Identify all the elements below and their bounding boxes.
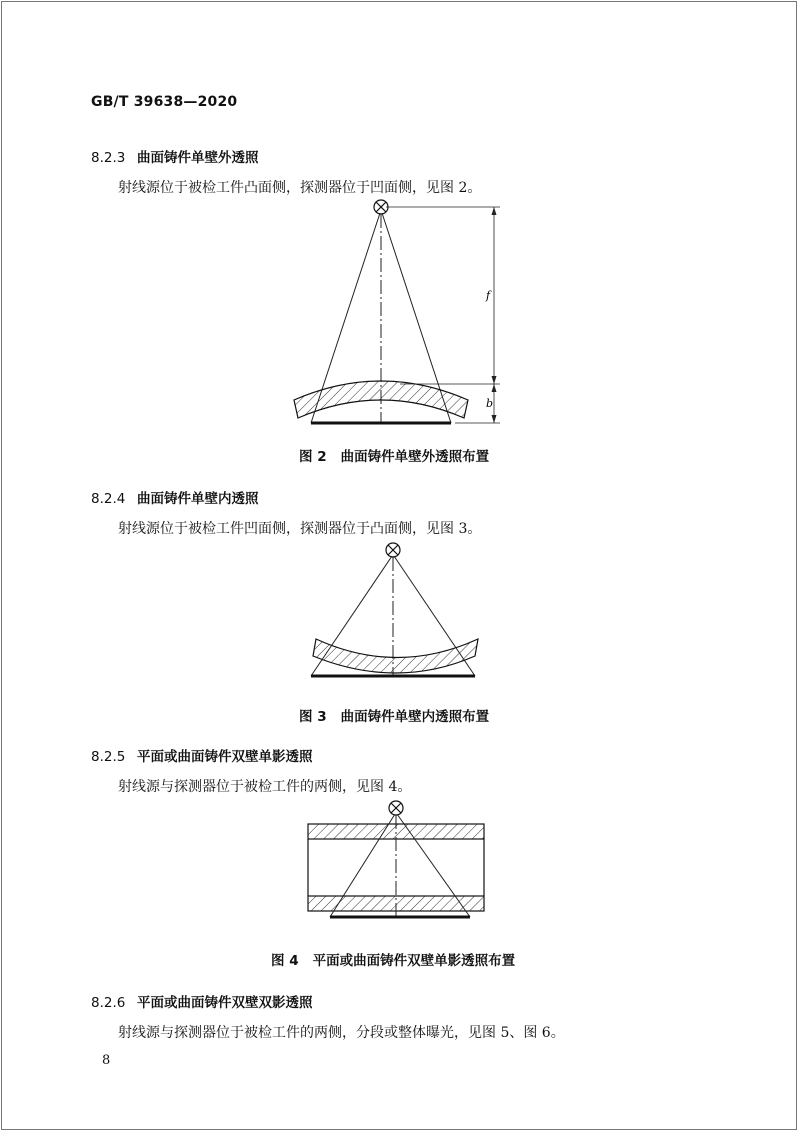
section-text-8-2-6: 射线源与探测器位于被检工件的两侧，分段或整体曝光，见图 5、图 6。 bbox=[118, 1025, 565, 1041]
section-text-8-2-4: 射线源位于被检工件凹面侧，探测器位于凸面侧，见图 3。 bbox=[118, 521, 482, 537]
figure-caption-text: 平面或曲面铸件双壁单影透照布置 bbox=[312, 953, 516, 969]
section-heading-8-2-6 bbox=[91, 991, 313, 1011]
section-title: 曲面铸件单壁内透照 bbox=[137, 491, 259, 507]
source-icon bbox=[389, 801, 403, 815]
dimension-label-b: b bbox=[486, 397, 494, 410]
section-number: 8.2.3 bbox=[91, 150, 126, 166]
section-heading-8-2-4 bbox=[91, 487, 259, 507]
figure-2-diagram bbox=[0, 195, 800, 435]
section-text-8-2-3: 射线源位于被检工件凸面侧，探测器位于凹面侧，见图 2。 bbox=[118, 180, 482, 196]
figure-number: 图 4 bbox=[271, 953, 299, 969]
figure-4-caption bbox=[271, 949, 515, 969]
section-title: 平面或曲面铸件双壁双影透照 bbox=[137, 995, 313, 1011]
figure-number: 图 2 bbox=[299, 449, 327, 465]
figure-caption-text: 曲面铸件单壁外透照布置 bbox=[340, 449, 490, 465]
section-title: 平面或曲面铸件双壁单影透照 bbox=[137, 749, 313, 765]
dimension-label-f: f bbox=[486, 289, 491, 302]
figure-3-caption bbox=[299, 705, 489, 725]
source-icon bbox=[374, 200, 388, 214]
figure-2-caption bbox=[299, 445, 489, 465]
standard-number: GB/T 39638—2020 bbox=[91, 94, 238, 110]
section-heading-8-2-5 bbox=[91, 745, 313, 765]
page-number: 8 bbox=[102, 1053, 111, 1068]
source-icon bbox=[386, 543, 400, 557]
section-text-8-2-5: 射线源与探测器位于被检工件的两侧，见图 4。 bbox=[118, 779, 412, 795]
section-heading-8-2-3 bbox=[91, 146, 259, 166]
section-title: 曲面铸件单壁外透照 bbox=[137, 150, 259, 166]
section-number: 8.2.6 bbox=[91, 995, 126, 1011]
section-number: 8.2.4 bbox=[91, 491, 126, 507]
section-number: 8.2.5 bbox=[91, 749, 126, 765]
figure-caption-text: 曲面铸件单壁内透照布置 bbox=[340, 709, 490, 725]
figure-3-diagram bbox=[0, 538, 800, 683]
figure-number: 图 3 bbox=[299, 709, 327, 725]
figure-4-diagram bbox=[0, 796, 800, 936]
